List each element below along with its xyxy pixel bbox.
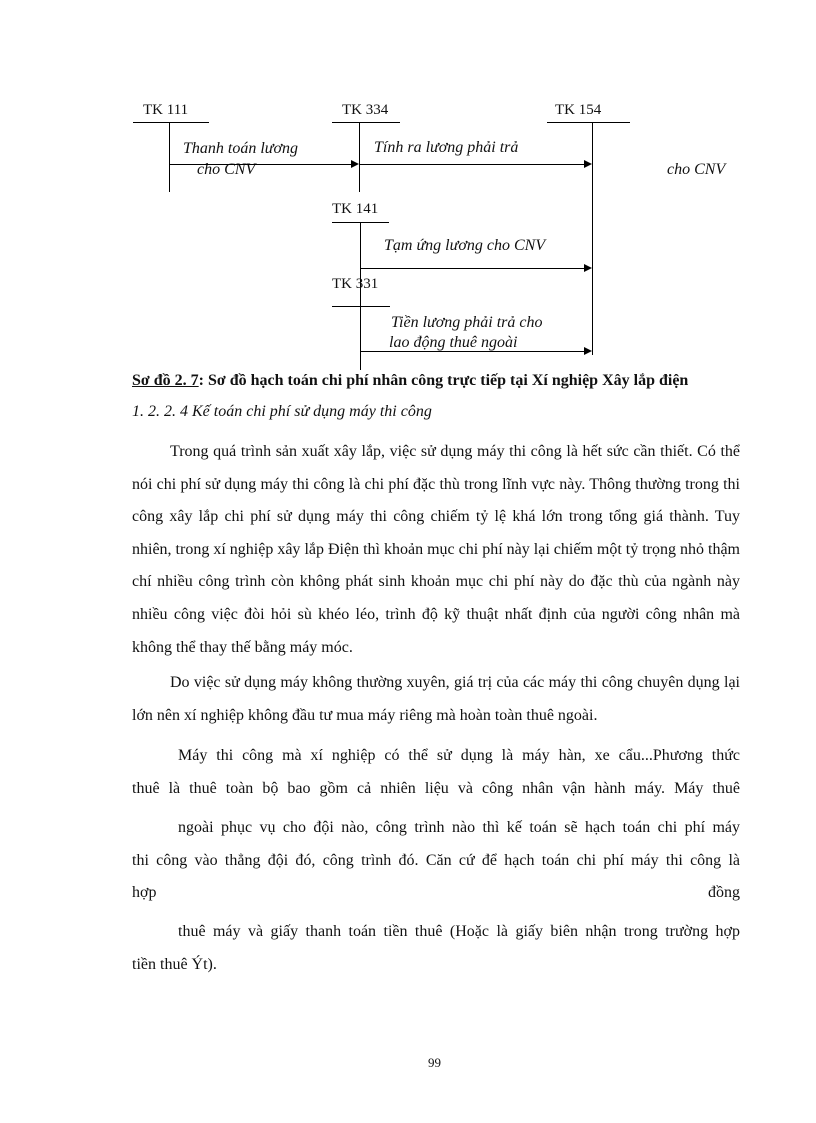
t-account-stem-tk141 [360, 222, 361, 370]
account-tk154-label: TK 154 [555, 102, 602, 118]
account-tk141-label: TK 141 [332, 201, 379, 217]
arrow-141-to-154-head [584, 264, 592, 272]
paragraph-2 [132, 667, 740, 732]
diagram-caption [132, 372, 688, 390]
paragraph-2-text: Do việc sử dụng máy không thường xuyên, giá trị của các máy thi công chuyên dụng lại lớn nên xí nghiệp không đầu tư mua máy riêng mà hoàn toàn thuê ngoài. [132, 674, 740, 724]
arrow-111-to-334 [170, 164, 351, 165]
paragraph-5-line-2: tiền thuê Ýt). [132, 955, 217, 973]
t-account-stem-tk111 [169, 122, 170, 192]
outsourced-wages-label-2: lao động thuê ngoài [389, 334, 518, 351]
paragraph-4-line-1: ngoài phục vụ cho đội nào, công trình nào thì kế toán sẽ hạch toán chi phí máy [178, 819, 740, 836]
paragraph-4-line-3 [132, 877, 740, 910]
arrow-111-to-334-head [351, 160, 359, 168]
section-heading: 1. 2. 2. 4 Kế toán chi phí sử dụng máy thi công [132, 403, 432, 420]
paragraph-4 [132, 812, 740, 910]
paragraph-3 [132, 740, 740, 805]
t-account-stem-tk154 [592, 122, 593, 355]
t-account-top-tk154 [547, 122, 630, 123]
t-account-top-tk331 [332, 306, 390, 307]
account-tk111-label: TK 111 [143, 102, 189, 118]
paragraph-4-word-left: hợp [132, 884, 157, 902]
account-tk334-label: TK 334 [342, 102, 389, 118]
pay-wages-label-2: cho CNV [197, 161, 256, 178]
arrow-334-to-154 [360, 164, 584, 165]
paragraph-3-line-1: Máy thi công mà xí nghiệp có thể sử dụng là máy hàn, xe cẩu...Phương thức [178, 747, 740, 764]
paragraph-1 [132, 436, 740, 664]
caption-number: Sơ đồ 2. 7 [132, 372, 199, 389]
t-account-stem-tk334 [359, 122, 360, 192]
outsourced-wages-label: Tiền lương phải trả cho [391, 314, 543, 331]
t-account-top-tk334 [332, 122, 400, 123]
t-account-top-tk111 [133, 122, 209, 123]
arrow-141-to-154 [361, 268, 584, 269]
account-tk331-label: TK 331 [332, 276, 379, 292]
paragraph-1-text: Trong quá trình sản xuất xây lắp, việc sử dụng máy thi công là hết sức cần thiết. Có thể nói chi phí sử dụng máy thi công là chi phí đặc thù trong lĩnh vực này. Thông thường trong thi công xây lắp chi phí sử dụng máy thi công chiếm tỷ lệ khá lớn trong tổng giá thành. Tuy nhiên, trong xí nghiệp xây lắp Điện thì khoản mục chi phí này lại chiếm một tỷ trọng nhỏ thậm chí nhiều công trình còn không phát sinh khoản mục chi phí này do đặc thù của ngành này nhiều công việc đòi hỏi sù khéo léo, trình độ kỹ thuật nhất định của người công nhân mà không thể thay thế bằng máy móc. [132, 443, 740, 656]
paragraph-3-line-2: thuê là thuê toàn bộ bao gồm cả nhiên liệu và công nhân vận hành máy. Máy thuê [132, 779, 740, 797]
paragraph-5 [132, 916, 740, 981]
wage-advance-label: Tạm ứng lương cho CNV [384, 237, 546, 254]
paragraph-4-word-right: đồng [708, 884, 740, 902]
paragraph-4-line-2: thi công vào thẳng đội đó, công trình đó. Căn cứ để hạch toán chi phí máy thi công là [132, 851, 740, 869]
arrow-331-to-154-head [584, 347, 592, 355]
wages-payable-label: Tính ra lương phải trả [374, 139, 519, 156]
arrow-334-to-154-head [584, 160, 592, 168]
page-number: 99 [428, 1055, 441, 1070]
arrow-331-to-154 [361, 351, 584, 352]
wages-payable-label-2: cho CNV [667, 161, 726, 178]
caption-text: : Sơ đồ hạch toán chi phí nhân công trực tiếp tại Xí nghiệp Xây lắp điện [198, 372, 689, 389]
pay-wages-label: Thanh toán lương [183, 140, 299, 157]
paragraph-5-line-1: thuê máy và giấy thanh toán tiền thuê (Hoặc là giấy biên nhận trong trường hợp [178, 923, 740, 940]
